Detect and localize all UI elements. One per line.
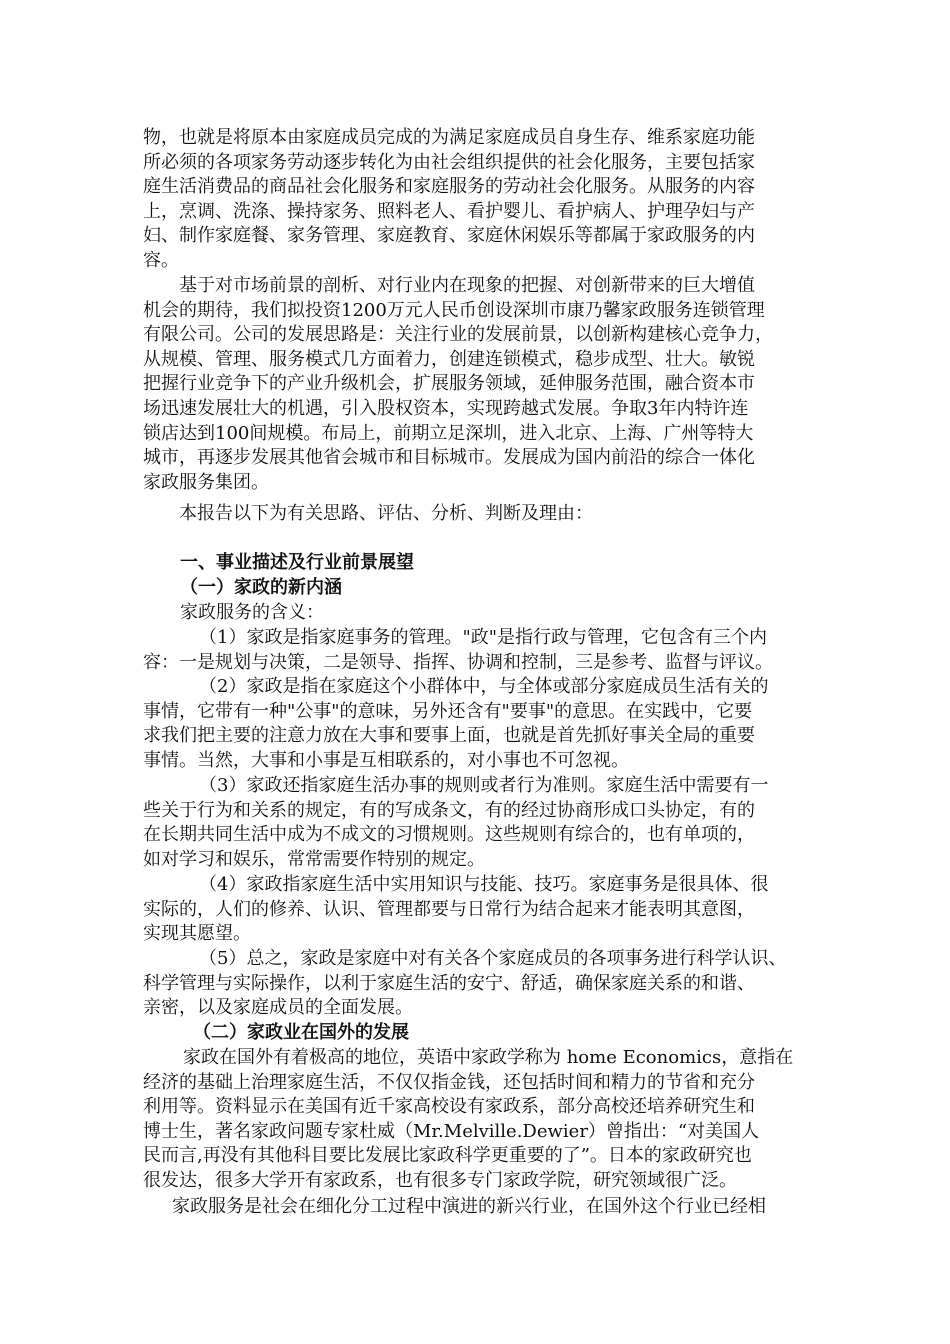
text-line: （5）总之，家政是家庭中对有关各个家庭成员的各项事务进行科学认识、 bbox=[199, 948, 787, 969]
text-line: （3）家政还指家庭生活办事的规则或者行为准则。家庭生活中需要有一 bbox=[199, 775, 769, 796]
text-line: 上，烹调、洗涤、操持家务、照料老人、看护婴儿、看护病人、护理孕妇与产 bbox=[143, 200, 755, 222]
definition-item-5 bbox=[143, 947, 786, 1021]
text-line: 经济的基础上治理家庭生活，不仅仅指金钱，还包括时间和精力的节省和充分 bbox=[143, 1071, 755, 1093]
definition-item-1 bbox=[143, 626, 773, 675]
text-line: 有限公司。公司的发展思路是：关注行业的发展前景，以创新构建核心竞争力， bbox=[143, 324, 773, 346]
text-line: 很发达，很多大学开有家政系，也有很多专门家政学院，研究领域很广泛。 bbox=[143, 1169, 737, 1191]
paragraph-abroad-development bbox=[143, 1046, 793, 1194]
paragraph-industry-abroad bbox=[172, 1195, 766, 1220]
text-line: 些关于行为和关系的规定，有的写成条文，有的经过协商形成口头协定，有的 bbox=[143, 799, 755, 821]
text-line: 物，也就是将原本由家庭成员完成的为满足家庭成员自身生存、维系家庭功能 bbox=[143, 127, 755, 148]
text-line: 妇、制作家庭餐、家务管理、家庭教育、家庭休闲娱乐等都属于家政服务的内 bbox=[143, 225, 755, 247]
paragraph-report-intro bbox=[143, 502, 593, 527]
text-line: 实际的，人们的修养、认识、管理都要与日常行为结合起来才能表明其意图， bbox=[143, 898, 755, 920]
subsection-heading: （二）家政业在国外的发展 bbox=[193, 1022, 409, 1043]
text-line: 庭生活消费品的商品社会化服务和家庭服务的劳动社会化服务。从服务的内容 bbox=[143, 176, 755, 198]
definition-item-4 bbox=[143, 873, 768, 947]
text-line: 把握行业竞争下的产业升级机会，扩展服务领域，延伸服务范围，融合资本市 bbox=[143, 373, 755, 395]
text-line: 如对学习和娱乐，常常需要作特别的规定。 bbox=[143, 848, 485, 870]
text-line: 亲密，以及家庭成员的全面发展。 bbox=[143, 997, 413, 1019]
text-line: 本报告以下为有关思路、评估、分析、判断及理由： bbox=[143, 503, 593, 524]
text-line: 城市，再逐步发展其他省会城市和目标城市。发展成为国内前沿的综合一体化 bbox=[143, 447, 755, 469]
section-heading: 一、事业描述及行业前景展望 bbox=[180, 552, 414, 573]
text-line: 锁店达到100间规模。布局上，前期立足深圳，进入北京、上海、广州等特大 bbox=[143, 422, 754, 444]
definition-title bbox=[180, 601, 324, 626]
paragraph-company-plan bbox=[143, 274, 773, 495]
definition-item-3 bbox=[143, 774, 768, 872]
text-line: 容：一是规划与决策，二是领导、指挥、协调和控制，三是参考、监督与评议。 bbox=[143, 651, 773, 673]
text-line: 容。 bbox=[143, 249, 179, 271]
text-line: （4）家政指家庭生活中实用知识与技能、技巧。家庭事务是很具体、很 bbox=[199, 874, 769, 895]
text-line: 利用等。资料显示在美国有近千家高校设有家政系，部分高校还培养研究生和 bbox=[143, 1096, 755, 1118]
text-line: 家政服务集团。 bbox=[143, 471, 269, 493]
text-line: （1）家政是指家庭事务的管理。"政"是指行政与管理，它包含有三个内 bbox=[199, 627, 768, 648]
text-line: 所必须的各项家务劳动逐步转化为由社会组织提供的社会化服务，主要包括家 bbox=[143, 151, 755, 173]
text-line: 基于对市场前景的剖析、对行业内在现象的把握、对创新带来的巨大增值 bbox=[143, 275, 755, 296]
text-line: 民而言,再没有其他科目要比发展比家政科学更重要的了”。日本的家政研究也 bbox=[143, 1145, 752, 1167]
text-line: 求我们把主要的注意力放在大事和要事上面，也就是首先抓好事关全局的重要 bbox=[143, 725, 755, 747]
text-line: 家政服务是社会在细化分工过程中演进的新兴行业，在国外这个行业已经相 bbox=[172, 1196, 766, 1217]
text-line: 在长期共同生活中成为不成文的习惯规则。这些规则有综合的，也有单项的， bbox=[143, 824, 755, 846]
text-line: 事情，它带有一种"公事"的意味，另外还含有"要事"的意思。在实践中，它要 bbox=[143, 700, 753, 722]
text-line: 从规模、管理、服务模式几方面着力，创建连锁模式，稳步成型、壮大。敏锐 bbox=[143, 348, 755, 370]
definition-item-2 bbox=[143, 675, 768, 773]
text-line: 机会的期待，我们拟投资1200万元人民币创设深圳市康乃馨家政服务连锁管理 bbox=[143, 299, 765, 321]
text-line: 事情。当然，大事和小事是互相联系的，对小事也不可忽视。 bbox=[143, 749, 629, 771]
subsection-heading: （一）家政的新内涵 bbox=[180, 577, 342, 598]
text-line: 科学管理与实际操作，以利于家庭生活的安宁、舒适，确保家庭关系的和谐、 bbox=[143, 972, 755, 994]
paragraph-service-scope bbox=[143, 126, 755, 274]
text-line: 场迅速发展壮大的机遇，引入股权资本，实现跨越式发展。争取3年内特许连 bbox=[143, 397, 749, 419]
text-line: 家政在国外有着极高的地位，英语中家政学称为 home Economics，意指在 bbox=[183, 1047, 794, 1068]
text-line: 实现其愿望。 bbox=[143, 923, 251, 945]
text-line: （2）家政是指在家庭这个小群体中，与全体或部分家庭成员生活有关的 bbox=[199, 676, 769, 697]
text-line: 博士生，著名家政问题专家杜威（Mr.Melville.Dewier）曾指出：“对美国人 bbox=[143, 1120, 760, 1142]
text-line: 家政服务的含义： bbox=[180, 602, 324, 623]
